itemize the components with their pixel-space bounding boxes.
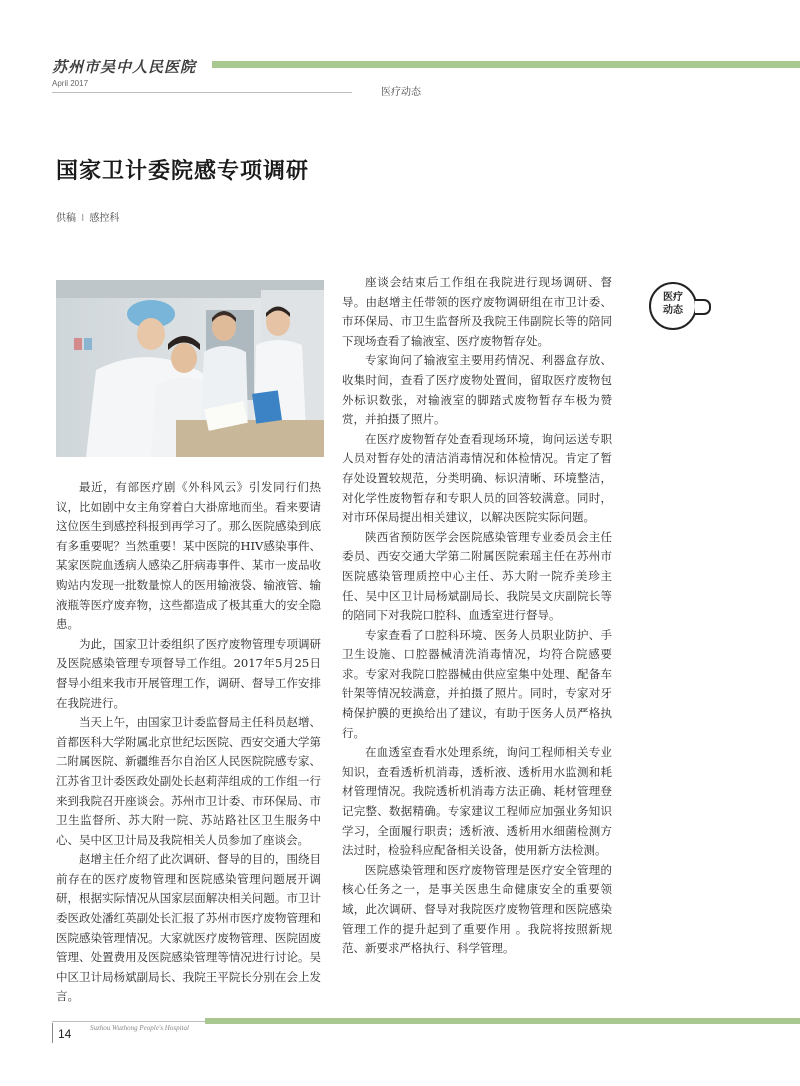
paragraph: 专家询问了输液室主要用药情况、利器盒存放、收集时间，查看了医疗废物处置间，留取医疗废物包外标识数张，对输液室的脚踏式废物暂存车极为赞赏，并拍摄了照片。	[342, 353, 612, 427]
badge-line-2: 动态	[663, 305, 683, 316]
issue-date: April 2017	[52, 79, 89, 88]
byline-separator: I	[81, 213, 85, 224]
paragraph: 为此，国家卫计委组织了医疗废物管理专项调研及医院感染管理专项督导工作组。2017年5月25日督导小组来我市开展管理工作，调研、督导工作安排在我院进行。	[56, 636, 321, 710]
badge-line-1: 医疗	[663, 292, 683, 303]
badge-tail	[695, 299, 711, 315]
paragraph: 陕西省预防医学会医院感染管理专业委员会主任委员、西安交通大学第二附属医院索瑶主任在苏州市医院感染管理质控中心主任、苏大附一院乔美珍主任、吴中区卫计局杨斌副局长、我院吴文庆副院长等的陪同下对我院口腔科、血透室进行督导。	[342, 529, 612, 623]
paragraph: 赵增主任介绍了此次调研、督导的目的，围绕目前存在的医疗废物管理和医院感染管理问题展开调研，根据实际情况从国家层面解决相关问题。市卫计委医政处潘红英副处长汇报了苏州市医疗废物管理和医院感染管理情况。大家就医疗废物管理、医院固废管理、处置费用及医院感染管理等情况进行讨论。吴中区卫计局杨斌副局长、我院王平院长分别在会上发言。	[56, 852, 321, 1004]
byline-author: 感控科	[89, 213, 120, 224]
header-accent-bar	[212, 61, 800, 68]
paragraph: 专家查看了口腔科环境、医务人员职业防护、手卫生设施、口腔器械清洗消毒情况，均符合院感要求。专家对我院口腔器械由供应室集中处理、配备车针架等情况较满意，并拍摄了照片。同时，专家对牙椅保护膜的更换给出了建议，有助于医务人员严格执行。	[342, 627, 612, 740]
paragraph: 在血透室查看水处理系统，询问工程师相关专业知识，查看透析机消毒，透析液、透析用水监测和耗材管理情况。我院透析机消毒方法正确、耗材管理登记完整、数据精确。专家建议工程师应加强业务知识学习，全面履行职责；透析液、透析用水细菌检测方法过时，检验科应配备相关设备，使用新方法检测。	[342, 745, 612, 858]
page-number-marker	[52, 1023, 53, 1043]
paragraph: 最近，有部医疗剧《外科风云》引发同行们热议，比如剧中女主角穿着白大褂席地而坐。看来要请这位医生到感控科报到再学习了。那么医院感染到底有多重要呢？当然重要！某中医院的HIV感染事件、某家医院血透病人感染乙肝病毒事件、某市一废品收购站内发现一批数量惊人的医用输液袋、输液管、输液瓶等医疗废弃物，这些都造成了极其重大的安全隐患。	[56, 480, 321, 632]
hospital-english-name: Suzhou Wuzhong People's Hospital	[90, 1024, 189, 1032]
paragraph: 医院感染管理和医疗废物管理是医疗安全管理的核心任务之一，是事关医患生命健康安全的重要领域，此次调研、督导对我院医疗废物管理和医院感染管理工作的提升起到了重要作用 。我院将按照新规范、新要求严格执行、科学管理。	[342, 862, 612, 956]
paragraph: 当天上午，由国家卫计委监督局主任科员赵增、首都医科大学附属北京世纪坛医院、西安交通大学第二附属医院、新疆维吾尔自治区人民医院院感专家、江苏省卫计委医政处副处长赵莉萍组成的工作组一行来到我院召开座谈会。苏州市卫计委、市环保局、市卫生监督所、苏大附一院、苏站路社区卫生服务中心、吴中区卫计局及我院相关人员参加了座谈会。	[56, 715, 321, 847]
badge-text	[649, 291, 697, 317]
meeting-photo-icon	[56, 280, 324, 457]
byline-label: 供稿	[56, 213, 76, 224]
header-divider	[52, 92, 352, 93]
left-column	[56, 478, 321, 1007]
article-title: 国家卫计委院感专项调研	[56, 159, 310, 184]
paragraph: 座谈会结束后工作组在我院进行现场调研、督导。由赵增主任带领的医疗废物调研组在市卫计委、市环保局、市卫生监督所及我院王伟副院长等的陪同下现场查看了输液室、医疗废物暂存处。	[342, 275, 612, 348]
paragraph: 在医疗废物暂存处查看现场环境，询问运送专职人员对暂存处的清洁消毒情况和体检情况。肯定了暂存处设置较规范，分类明确、标识清晰、环境整洁，对化学性废物暂存和专职人员的回答较满意。同时，对市环保局提出相关建议，以解决医院实际问题。	[342, 431, 612, 525]
hospital-brand: 苏州市吴中人民医院	[52, 58, 197, 76]
footer-accent-bar	[205, 1018, 800, 1024]
section-label: 医疗动态	[381, 87, 421, 98]
page-number: 14	[58, 1027, 72, 1041]
right-column	[342, 273, 612, 959]
byline	[56, 209, 119, 224]
